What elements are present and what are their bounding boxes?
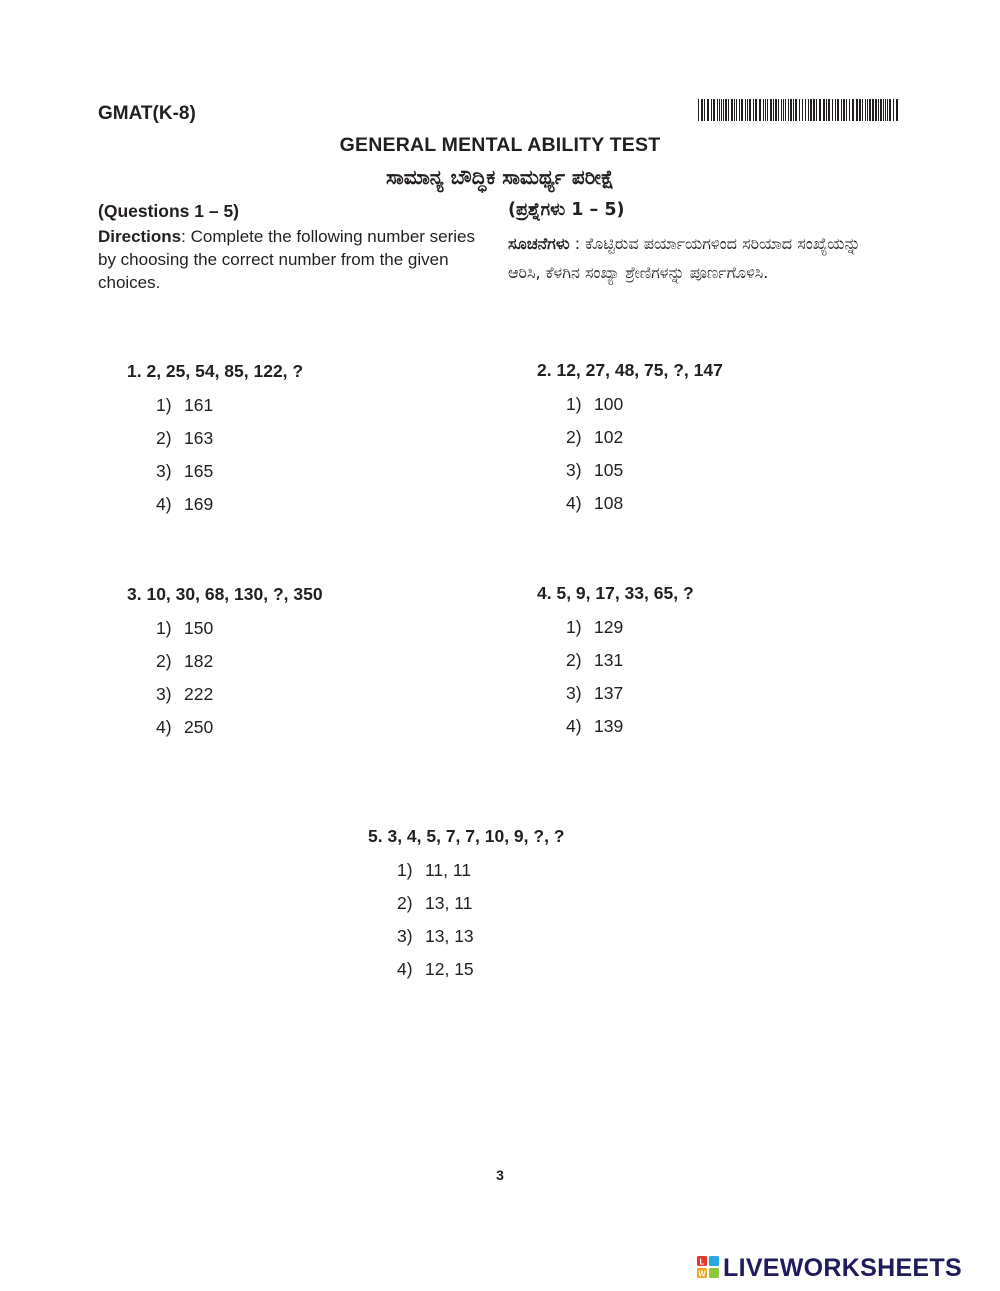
barcode-bar bbox=[755, 99, 757, 121]
directions-label: Directions bbox=[98, 227, 182, 246]
option-value: 169 bbox=[184, 494, 214, 514]
barcode-bar bbox=[721, 99, 722, 121]
question-2 bbox=[537, 360, 723, 513]
question-3 bbox=[127, 584, 323, 737]
option-number: 4) bbox=[156, 494, 172, 514]
question-stem: 5. 3, 4, 5, 7, 7, 10, 9, ?, ? bbox=[368, 826, 565, 846]
barcode-bar bbox=[763, 99, 764, 121]
barcode-bar bbox=[788, 99, 789, 121]
barcode-bar bbox=[753, 99, 754, 121]
option-number: 2) bbox=[156, 651, 172, 671]
option-value: 165 bbox=[184, 461, 214, 481]
page-number: 3 bbox=[496, 1167, 504, 1183]
option-value: 12, 15 bbox=[425, 959, 474, 979]
barcode-bar bbox=[767, 99, 768, 121]
barcode-bar bbox=[725, 99, 727, 121]
option-number: 1) bbox=[397, 860, 413, 880]
directions-text-kannada: : ಕೊಟ್ಟಿರುವ ಪರ್ಯಾಯಗಳಿಂದ ಸರಿಯಾದ ಸಂಖ್ಯೆಯನ್ನು ಆರಿಸಿ, ಕೆಳಗಿನ ಸಂಖ್ಯಾ ಶ್ರೇಣಿಗಳನ್ನು ಪೂರ್ಣಗೊಳಿಸಿ. bbox=[508, 234, 861, 282]
barcode-bar bbox=[865, 99, 866, 121]
option-number: 1) bbox=[566, 617, 582, 637]
logo-tile-letter: W bbox=[698, 1269, 706, 1279]
question-1 bbox=[127, 361, 304, 514]
option-value: 222 bbox=[184, 684, 214, 704]
option-value: 102 bbox=[594, 427, 624, 447]
barcode-bar bbox=[799, 99, 800, 121]
question-range-kannada: (ಪ್ರಶ್ನೆಗಳು 1 – 5) bbox=[508, 200, 625, 220]
barcode-bar bbox=[846, 99, 847, 121]
option-number: 2) bbox=[156, 428, 172, 448]
barcode-bar bbox=[813, 99, 815, 121]
option-value: 139 bbox=[594, 716, 624, 736]
barcode-bar bbox=[778, 99, 779, 121]
question-stem: 4. 5, 9, 17, 33, 65, ? bbox=[537, 583, 694, 603]
option-value: 250 bbox=[184, 717, 214, 737]
option-value: 161 bbox=[184, 395, 214, 415]
option-value: 150 bbox=[184, 618, 214, 638]
barcode-bar bbox=[843, 99, 845, 121]
option-4[interactable] bbox=[156, 717, 213, 738]
logo-tile-green bbox=[709, 1268, 719, 1278]
barcode-bar bbox=[856, 99, 858, 121]
option-number: 4) bbox=[566, 493, 582, 513]
option-value: 129 bbox=[594, 617, 624, 637]
question-4 bbox=[537, 583, 694, 736]
barcode-bar bbox=[816, 99, 817, 121]
barcode-bar bbox=[869, 99, 871, 121]
barcode-bar bbox=[713, 99, 715, 121]
barcode-bar bbox=[808, 99, 809, 121]
option-4[interactable] bbox=[156, 494, 213, 515]
barcode-bar bbox=[707, 99, 709, 121]
option-number: 3) bbox=[566, 683, 582, 703]
barcode-bar bbox=[734, 99, 735, 121]
option-number: 2) bbox=[397, 893, 413, 913]
directions bbox=[98, 225, 478, 294]
barcode-bar bbox=[704, 99, 705, 121]
barcode-bar bbox=[723, 99, 724, 121]
option-number: 3) bbox=[156, 684, 172, 704]
barcode-bar bbox=[783, 99, 784, 121]
option-3[interactable] bbox=[156, 461, 213, 482]
page-title: GENERAL MENTAL ABILITY TEST bbox=[339, 134, 661, 156]
barcode-bar bbox=[711, 99, 712, 121]
barcode-bar bbox=[885, 99, 886, 121]
option-4[interactable] bbox=[566, 493, 623, 514]
barcode-bar bbox=[862, 99, 863, 121]
option-number: 2) bbox=[566, 650, 582, 670]
option-number: 4) bbox=[156, 717, 172, 737]
logo-tile-letter: L bbox=[699, 1257, 705, 1267]
question-5 bbox=[368, 826, 565, 979]
option-2[interactable] bbox=[156, 651, 213, 672]
option-2[interactable] bbox=[566, 650, 623, 671]
barcode-bar bbox=[826, 99, 827, 121]
option-1[interactable] bbox=[397, 860, 471, 881]
barcode bbox=[698, 99, 899, 121]
barcode-bar bbox=[773, 99, 774, 121]
option-3[interactable] bbox=[156, 684, 213, 705]
liveworksheets-logo[interactable] bbox=[697, 1253, 962, 1283]
option-value: 182 bbox=[184, 651, 214, 671]
option-value: 11, 11 bbox=[425, 860, 472, 880]
barcode-bar bbox=[819, 99, 821, 121]
barcode-bar bbox=[701, 99, 703, 121]
question-stem: 3. 10, 30, 68, 130, ?, 350 bbox=[127, 584, 323, 604]
option-2[interactable] bbox=[397, 893, 472, 914]
barcode-bar bbox=[835, 99, 836, 121]
barcode-bar bbox=[832, 99, 833, 121]
barcode-bar bbox=[887, 99, 888, 121]
option-number: 1) bbox=[566, 394, 582, 414]
option-value: 163 bbox=[184, 428, 214, 448]
barcode-bar bbox=[875, 99, 877, 121]
option-value: 100 bbox=[594, 394, 624, 414]
option-3[interactable] bbox=[397, 926, 474, 947]
barcode-bar bbox=[741, 99, 743, 121]
barcode-bar bbox=[765, 99, 766, 121]
barcode-bar bbox=[810, 99, 812, 121]
option-number: 1) bbox=[156, 395, 172, 415]
option-4[interactable] bbox=[397, 959, 474, 980]
barcode-bar bbox=[889, 99, 891, 121]
barcode-bar bbox=[790, 99, 792, 121]
barcode-bar bbox=[837, 99, 839, 121]
barcode-bar bbox=[867, 99, 868, 121]
barcode-bar bbox=[859, 99, 861, 121]
barcode-bar bbox=[872, 99, 874, 121]
option-1[interactable] bbox=[566, 394, 623, 415]
directions-text: : Complete the following number series by choosing the correct number from the given choices. bbox=[98, 227, 476, 292]
barcode-bar bbox=[745, 99, 746, 121]
barcode-bar bbox=[739, 99, 740, 121]
barcode-bar bbox=[849, 99, 850, 121]
barcode-bar bbox=[775, 99, 777, 121]
liveworksheets-icon bbox=[697, 1256, 719, 1280]
barcode-bar bbox=[841, 99, 842, 121]
option-value: 137 bbox=[594, 683, 624, 703]
barcode-bar bbox=[805, 99, 806, 121]
barcode-bar bbox=[749, 99, 751, 121]
barcode-bar bbox=[719, 99, 720, 121]
option-1[interactable] bbox=[566, 617, 623, 638]
option-1[interactable] bbox=[156, 618, 213, 639]
barcode-bar bbox=[717, 99, 718, 121]
option-value: 131 bbox=[594, 650, 624, 670]
option-number: 1) bbox=[156, 618, 172, 638]
directions-label-kannada: ಸೂಚನೆಗಳು bbox=[508, 234, 570, 253]
barcode-bar bbox=[828, 99, 830, 121]
barcode-bar bbox=[793, 99, 794, 121]
option-value: 13, 11 bbox=[425, 893, 473, 913]
barcode-bar bbox=[785, 99, 786, 121]
directions-kannada bbox=[508, 229, 886, 287]
page-title-kannada: ಸಾಮಾನ್ಯ ಬೌದ್ಧಿಕ ಸಾಮರ್ಥ್ಯ ಪರೀಕ್ಷೆ bbox=[386, 165, 614, 189]
barcode-bar bbox=[893, 99, 894, 121]
option-3[interactable] bbox=[566, 460, 623, 481]
option-number: 3) bbox=[566, 460, 582, 480]
barcode-bar bbox=[795, 99, 797, 121]
barcode-bar bbox=[759, 99, 761, 121]
barcode-bar bbox=[823, 99, 825, 121]
barcode-bar bbox=[736, 99, 737, 121]
barcode-bar bbox=[770, 99, 772, 121]
question-stem: 2. 12, 27, 48, 75, ?, 147 bbox=[537, 360, 723, 380]
option-3[interactable] bbox=[566, 683, 623, 704]
question-range: (Questions 1 – 5) bbox=[98, 201, 240, 221]
barcode-bar bbox=[880, 99, 882, 121]
barcode-bar bbox=[747, 99, 748, 121]
option-number: 4) bbox=[566, 716, 582, 736]
option-4[interactable] bbox=[566, 716, 623, 737]
question-stem: 1. 2, 25, 54, 85, 122, ? bbox=[127, 361, 304, 381]
option-value: 105 bbox=[594, 460, 624, 480]
option-number: 2) bbox=[566, 427, 582, 447]
option-1[interactable] bbox=[156, 395, 213, 416]
option-number: 3) bbox=[397, 926, 413, 946]
barcode-bar bbox=[731, 99, 733, 121]
barcode-bar bbox=[883, 99, 884, 121]
barcode-bar bbox=[802, 99, 803, 121]
option-number: 3) bbox=[156, 461, 172, 481]
option-2[interactable] bbox=[156, 428, 213, 449]
barcode-bar bbox=[852, 99, 854, 121]
logo-tile-blue bbox=[709, 1256, 719, 1266]
option-value: 13, 13 bbox=[425, 926, 474, 946]
test-code: GMAT(K-8) bbox=[98, 103, 196, 124]
option-number: 4) bbox=[397, 959, 413, 979]
barcode-bar bbox=[896, 99, 898, 121]
barcode-bar bbox=[781, 99, 782, 121]
logo-text: LIVEWORKSHEETS bbox=[723, 1253, 962, 1282]
option-value: 108 bbox=[594, 493, 624, 513]
barcode-bar bbox=[878, 99, 879, 121]
option-2[interactable] bbox=[566, 427, 623, 448]
barcode-bar bbox=[698, 99, 699, 121]
barcode-bar bbox=[728, 99, 729, 121]
